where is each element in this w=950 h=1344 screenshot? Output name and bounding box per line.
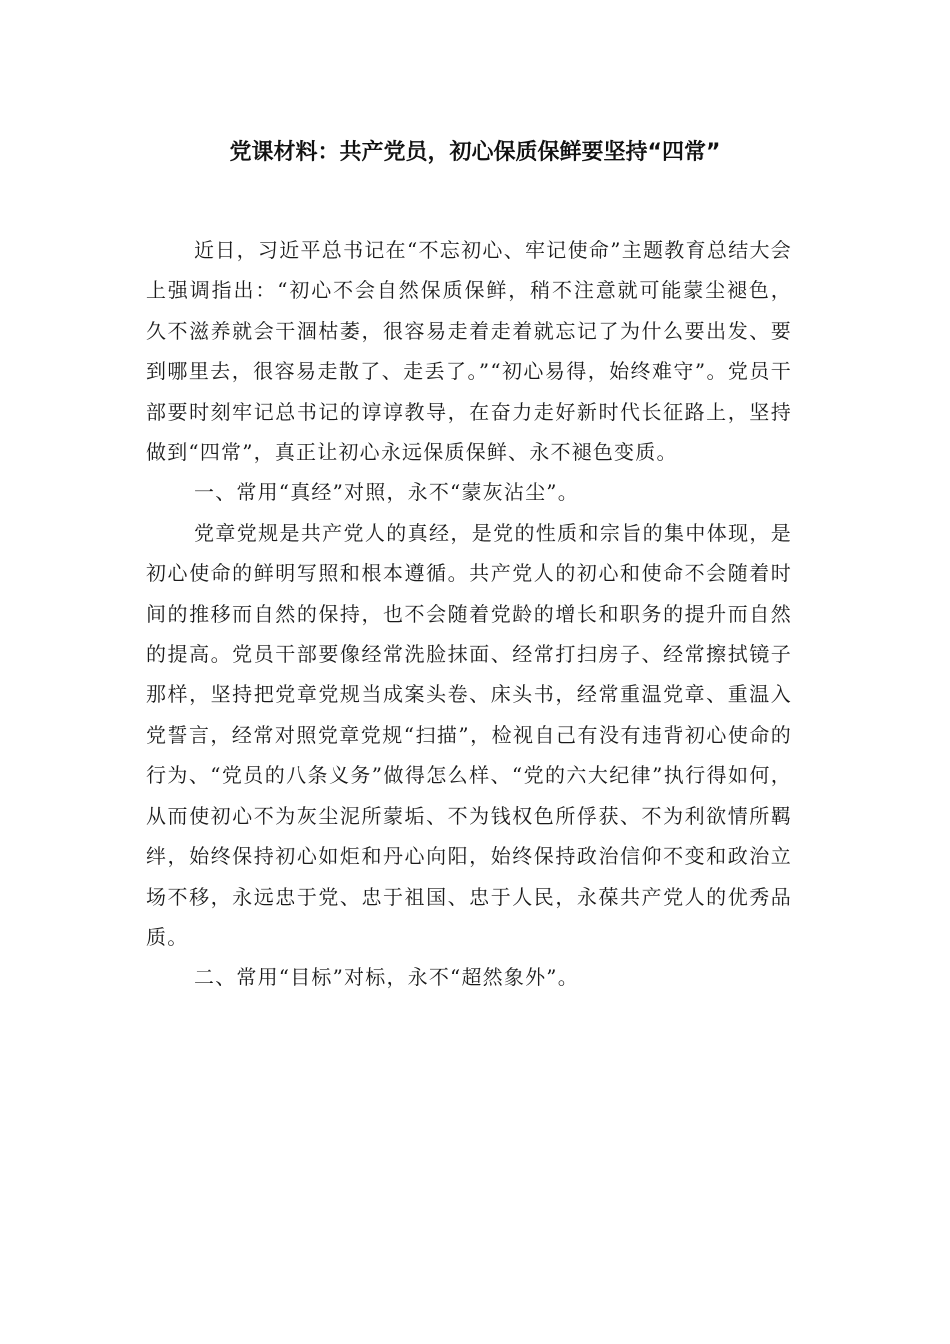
section-heading-2: 二、常用“目标”对标，永不“超然象外”。 bbox=[194, 965, 579, 990]
section-heading-1: 一、常用“真经”对照，永不“蒙灰沾尘”。 bbox=[194, 480, 579, 505]
document-title: 党课材料：共产党员，初心保质保鲜要坚持“四常” bbox=[229, 140, 721, 165]
paragraph-section-1: 党章党规是共产党人的真经，是党的性质和宗旨的集中体现，是初心使命的鲜明写照和根本遵循。共产党人的初心和使命不会随着时间的推移而自然的保持，也不会随着党龄的增长和职务的提升而自然的提高。党员干部要像经常洗脸抹面、经常打扫房子、经常擦拭镜子那样，坚持把党章党规当成案头卷、床头书，经常重温党章、重温入党誓言，经常对照党章党规“扫描”，检视自己有没有违背初心使命的行为、“党员的八条义务”做得怎么样、“党的六大纪律”执行得如何，从而使初心不为灰尘泥所蒙垢、不为钱权色所俘获、不为利欲情所羁绊，始终保持初心如炬和丹心向阳，始终保持政治信仰不变和政治立场不移，永远忠于党、忠于祖国、忠于人民，永葆共产党人的优秀品质。 bbox=[146, 520, 792, 949]
paragraph-intro: 近日，习近平总书记在“不忘初心、牢记使命”主题教育总结大会上强调指出：“初心不会自然保质保鲜，稍不注意就可能蒙尘褪色，久不滋养就会干涸枯萎，很容易走着走着就忘记了为什么要出发、要到哪里去，很容易走散了、走丢了。”“初心易得，始终难守”。党员干部要时刻牢记总书记的谆谆教导，在奋力走好新时代长征路上，坚持做到“四常”，真正让初心永远保质保鲜、永不褪色变质。 bbox=[146, 238, 792, 465]
document-body bbox=[146, 230, 792, 998]
